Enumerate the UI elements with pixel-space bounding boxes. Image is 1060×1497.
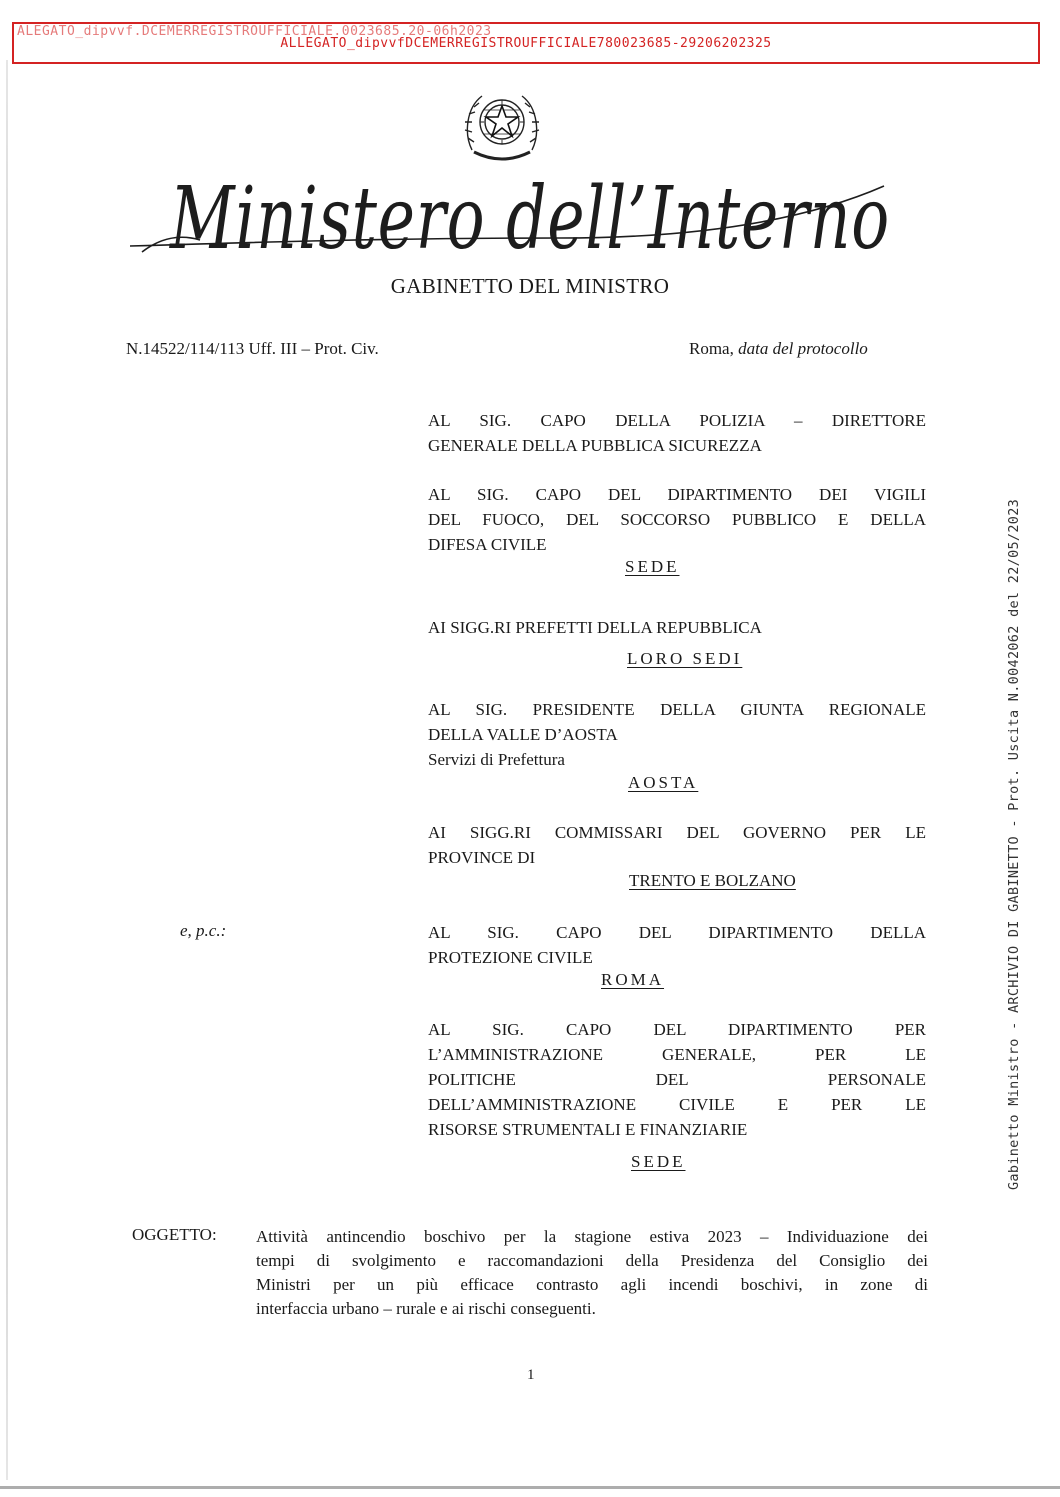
- recipient-line: DIFESA CIVILE: [428, 535, 547, 554]
- recipient-block: [428, 920, 926, 970]
- reference-number: N.14522/114/113 Uff. III – Prot. Civ.: [126, 339, 379, 358]
- recipient-line: POLITICHE DEL PERSONALE: [428, 1070, 926, 1089]
- ministry-wordmark: [0, 168, 1060, 276]
- recipient-line: DEL FUOCO, DEL SOCCORSO PUBBLICO E DELLA: [428, 510, 926, 529]
- protocol-stamp-text: ALLEGATO_dipvvfDCEMERREGISTROUFFICIALE780023685-29206202325: [280, 35, 772, 51]
- recipient-destination: LORO SEDI: [627, 649, 743, 668]
- recipient-block: [428, 1017, 926, 1142]
- recipient-line: PROVINCE DI: [428, 848, 536, 867]
- recipient-line: GENERALE DELLA PUBBLICA SICUREZZA: [428, 436, 762, 455]
- recipient-line: AL SIG. PRESIDENTE DELLA GIUNTA REGIONALE: [428, 700, 926, 719]
- recipient-block: [428, 615, 926, 640]
- subject-line: Ministri per un più efficace contrasto agli incendi boschivi, in zone di: [256, 1275, 928, 1294]
- recipient-block: [428, 408, 926, 458]
- recipient-line: DELLA VALLE D’AOSTA: [428, 725, 618, 744]
- recipient-destination: SEDE: [625, 557, 680, 576]
- protocol-stamp: [12, 22, 1040, 64]
- archive-protocol-stamp: Gabinetto Ministro - ARCHIVIO DI GABINETTO - Prot. Uscita N.0042062 del 22/05/2023: [1006, 498, 1022, 1190]
- recipient-block: [428, 820, 926, 870]
- recipient-line: AL SIG. CAPO DEL DIPARTIMENTO DELLA: [428, 923, 926, 942]
- recipient-note: Servizi di Prefettura: [428, 750, 565, 769]
- protocol-stamp-text-overlay: ALEGATO_dipvvf.DCEMERREGISTROUFFICIALE.0023685.20-06h2023: [17, 24, 492, 39]
- subject-line: tempi di svolgimento e raccomandazioni della Presidenza del Consiglio dei: [256, 1251, 928, 1270]
- recipient-destination: TRENTO E BOLZANO: [629, 871, 796, 890]
- italian-republic-emblem-icon: [460, 82, 544, 170]
- recipient-line: AL SIG. CAPO DEL DIPARTIMENTO PER: [428, 1020, 926, 1039]
- ministry-wordmark-text: Ministero dell’Interno: [168, 169, 891, 269]
- place-date: [689, 339, 868, 359]
- recipient-line: AL SIG. CAPO DELLA POLIZIA – DIRETTORE: [428, 411, 926, 430]
- recipient-line: AL SIG. CAPO DEL DIPARTIMENTO DEI VIGILI: [428, 485, 926, 504]
- subject-text: [256, 1225, 928, 1321]
- recipient-block: [428, 697, 926, 772]
- recipient-line: L’AMMINISTRAZIONE GENERALE, PER LE: [428, 1045, 926, 1064]
- subject-line: Attività antincendio boschivo per la stagione estiva 2023 – Individuazione dei: [256, 1227, 928, 1246]
- page-number: 1: [527, 1367, 535, 1383]
- office-name: GABINETTO DEL MINISTRO: [390, 274, 670, 298]
- recipient-line: DELL’AMMINISTRAZIONE CIVILE E PER LE: [428, 1095, 926, 1114]
- scan-bottom-edge: [0, 1486, 1060, 1489]
- recipient-line: AI SIGG.RI COMMISSARI DEL GOVERNO PER LE: [428, 823, 926, 842]
- recipient-line: PROTEZIONE CIVILE: [428, 948, 593, 967]
- epc-label: e, p.c.:: [180, 921, 227, 940]
- subject-line: interfaccia urbano – rurale e ai rischi conseguenti.: [256, 1299, 596, 1318]
- subject-label: OGGETTO:: [132, 1225, 217, 1244]
- date-text: data del protocollo: [738, 339, 868, 358]
- recipient-destination: SEDE: [631, 1152, 686, 1171]
- recipient-destination: ROMA: [601, 970, 665, 989]
- recipient-block: [428, 482, 926, 557]
- recipient-destination: AOSTA: [628, 773, 699, 792]
- recipient-line: AI SIGG.RI PREFETTI DELLA REPUBBLICA: [428, 618, 762, 637]
- recipient-line: RISORSE STRUMENTALI E FINANZIARIE: [428, 1120, 748, 1139]
- place: Roma,: [689, 339, 734, 358]
